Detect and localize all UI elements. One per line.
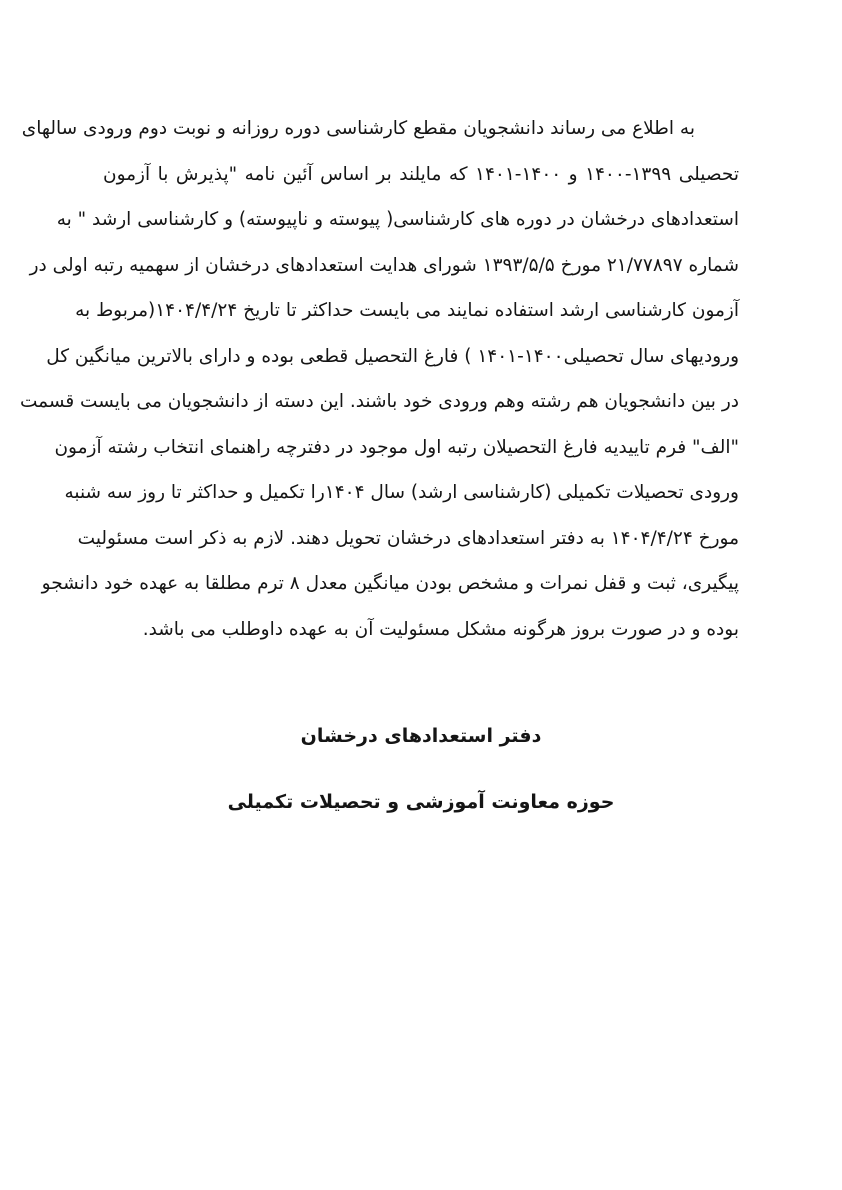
body-line: به اطلاع می رساند دانشجویان مقطع کارشناسی دوره روزانه و نوبت دوم ورودی سالهای (21, 118, 695, 139)
signature-office: دفتر استعدادهای درخشان (300, 725, 542, 747)
body-line: آزمون کارشناسی ارشد استفاده نمایند می بایست حداکثر تا تاریخ ۱۴۰۴/۴/۲۴(مربوط به (75, 300, 739, 321)
body-line: استعدادهای درخشان در دوره های کارشناسی( پیوسته و ناپیوسته) و کارشناسی ارشد " به (56, 209, 739, 230)
body-line: مورخ ۱۴۰۴/۴/۲۴ به دفتر استعدادهای درخشان تحویل دهند. لازم به ذکر است مسئولیت (77, 527, 739, 549)
body-line: ورودی تحصیلات تکمیلی (کارشناسی ارشد) سال ۱۴۰۴را تکمیل و حداکثر تا روز سه شنبه (64, 482, 739, 503)
body-line: ورودیهای سال تحصیلی۱۴۰۰-۱۴۰۱ ) فارغ التحصیل قطعی بوده و دارای بالاترین میانگین کل (46, 345, 739, 367)
signature-block (103, 714, 739, 825)
signature-department: حوزه معاونت آموزشی و تحصیلات تکمیلی (227, 790, 615, 813)
body-line: تحصیلی ۱۳۹۹-۱۴۰۰ و ۱۴۰۰-۱۴۰۱ که مایلند بر اساس آئین نامه "پذیرش با آزمون (103, 163, 739, 185)
document-body (19, 106, 739, 825)
body-line: "الف" فرم تاییدیه فارغ التحصیلان رتبه اول موجود در دفترچه راهنمای انتخاب رشته آزمون (54, 436, 739, 458)
body-line: بوده و در صورت بروز هرگونه مشکل مسئولیت آن به عهده داوطلب می باشد. (142, 618, 739, 640)
body-line: در بین دانشجویان هم رشته وهم ورودی خود باشند. این دسته از دانشجویان می بایست قسمت (19, 391, 739, 412)
body-line: پیگیری، ثبت و قفل نمرات و مشخص بودن میانگین معدل ۸ ترم مطلقا به عهده خود دانشجو (41, 573, 739, 594)
body-line: شماره ۲۱/۷۷۸۹۷ مورخ ۱۳۹۳/۵/۵ شورای هدایت استعدادهای درخشان از سهمیه رتبه اولی در (29, 254, 739, 276)
